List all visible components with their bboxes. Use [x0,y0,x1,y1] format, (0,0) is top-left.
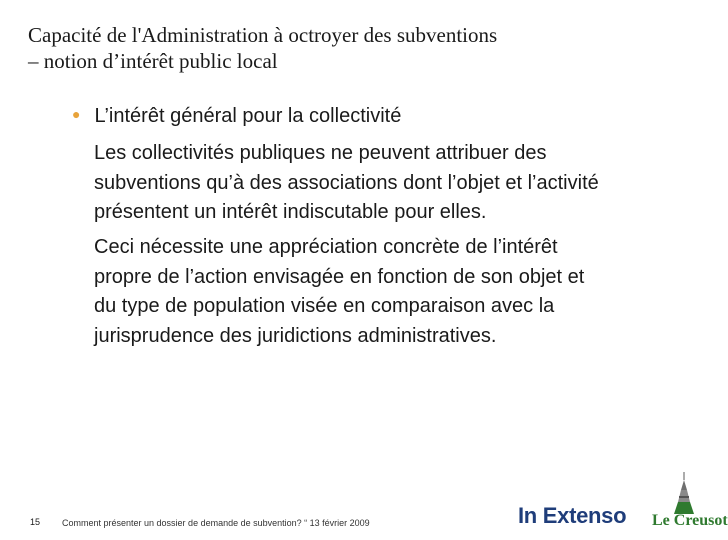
paragraph-1-line: présentent un intérêt indiscutable pour elles. [94,201,487,223]
in-extenso-logo: In Extenso [518,503,627,528]
paragraph-2 [94,233,714,351]
le-creusot-logo [652,472,728,536]
tower-icon [672,472,696,514]
paragraph-2-line: jurisprudence des juridictions administratives. [94,324,497,347]
bullet-text: L’intérêt général pour la collectivité [94,105,402,127]
slide-title [28,22,668,74]
le-creusot-name: Le Creusot [652,512,728,529]
paragraph-2-line: du type de population visée en comparaison avec la [94,295,555,317]
title-line-2: – notion d’intérêt public local [28,49,278,73]
paragraph-1-line: subventions qu’à des associations dont l’objet et l’activité [94,171,599,194]
title-line-1: Capacité de l'Administration à octroyer des subventions [28,23,498,47]
page-number: 15 [30,517,41,527]
paragraph-1 [94,139,714,228]
paragraph-2-line: propre de l’action envisagée en fonction de son objet et [94,265,585,288]
footer-text: Comment présenter un dossier de demande de subvention? “ 13 février 2009 [62,518,370,528]
bullet-dot-icon: ● [72,106,81,122]
bullet-item [72,101,401,129]
paragraph-2-line: Ceci nécessite une appréciation concrète de l’intérêt [94,236,558,258]
paragraph-1-line: Les collectivités publiques ne peuvent attribuer des [94,142,547,164]
